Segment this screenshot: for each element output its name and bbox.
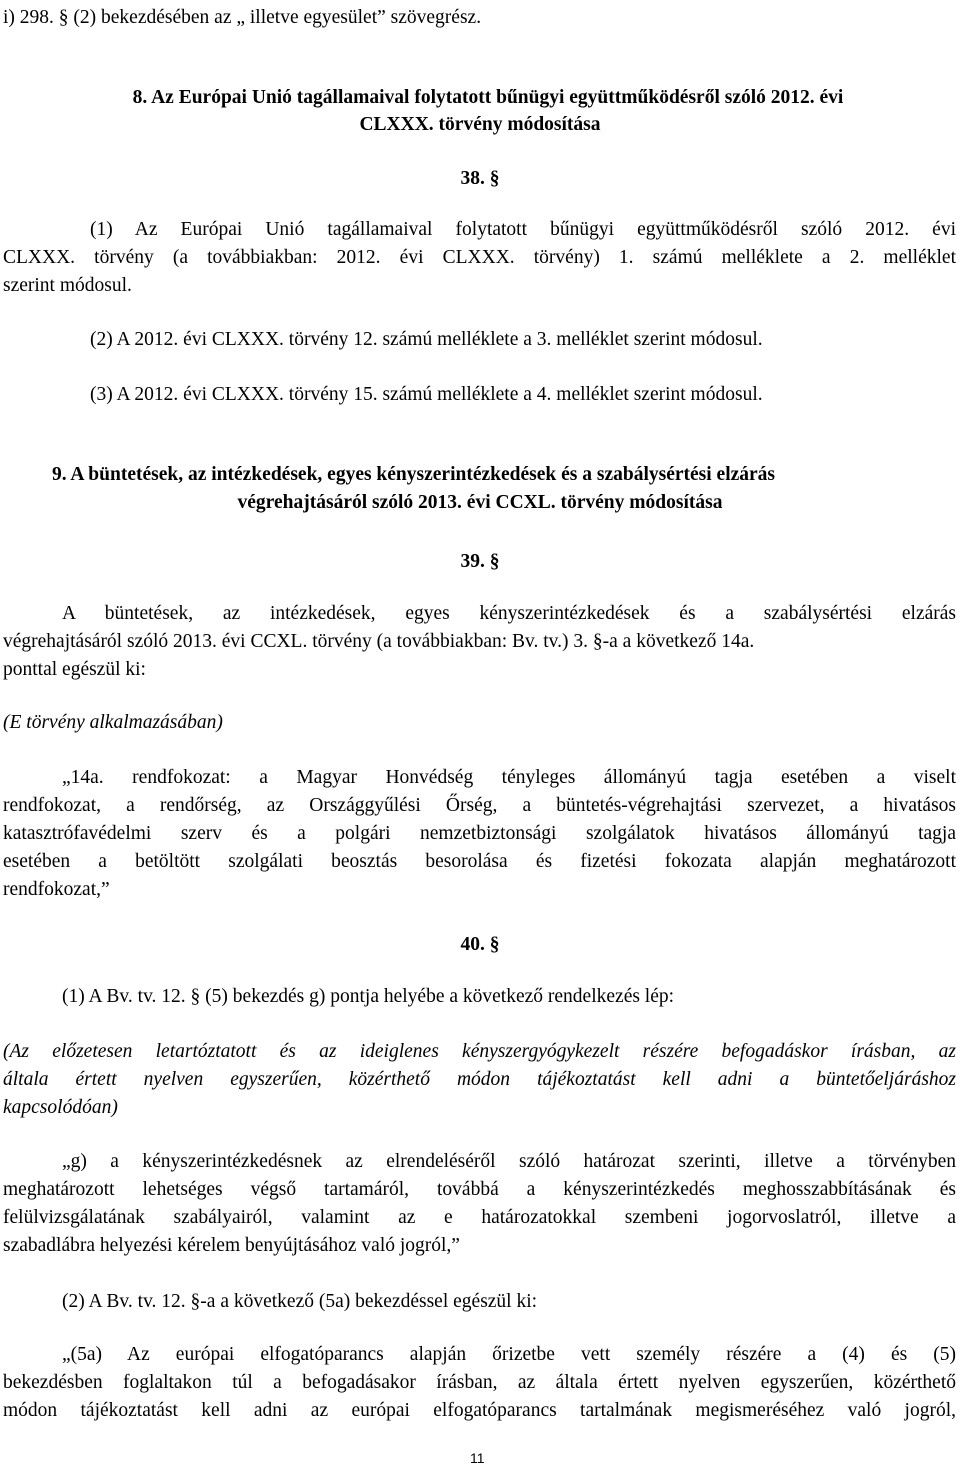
p39-line-1: A büntetések, az intézkedések, egyes kényszerintézkedések és a szabálysértési elzárás (62, 603, 956, 624)
para-5a-line-2: bekezdésben foglaltakon túl a befogadásakor írásban, az általa értett nyelven egyszerűen, közérthető (3, 1372, 956, 1393)
p40-1-line: (1) A Bv. tv. 12. § (5) bekezdés g) pontja helyébe a következő rendelkezés lép: (62, 986, 675, 1007)
paragraph-39-heading: 39. § (460, 551, 500, 572)
def-14a-line-2: rendfokozat, a rendőrség, az Országgyűlési Őrség, a büntetés-végrehajtási szervezet, a hivatásos (3, 795, 956, 816)
p40-2-line: (2) A Bv. tv. 12. §-a a következő (5a) bekezdéssel egészül ki: (62, 1291, 538, 1312)
italic-block-line-1: (Az előzetesen letartóztatott és az ideiglenes kényszergyógykezelt részére befogadáskor írásban, az (3, 1041, 956, 1062)
p39-line-2: végrehajtásáról szóló 2013. évi CCXL. törvény (a továbbiakban: Bv. tv.) 3. §-a a következő 14a. (3, 631, 755, 652)
p38-1-line-1: (1) Az Európai Unió tagállamaival folytatott bűnügyi együttműködésről szóló 2012. évi (90, 219, 956, 240)
def-14a-line-3: katasztrófavédelmi szerv és a polgári nemzetbiztonsági szolgálatok hivatásos állományú tagja (3, 823, 956, 844)
def-14a-line-1: „14a. rendfokozat: a Magyar Honvédség tényleges állományú tagja esetében a viselt (62, 767, 956, 788)
paragraph-38-heading: 38. § (460, 168, 500, 189)
point-g-line-2: meghatározott lehetséges végső tartamáról, továbbá a kényszerintézkedés meghosszabbításának és (3, 1179, 956, 1200)
section-8-title-line-2: CLXXX. törvény módosítása (359, 114, 601, 135)
point-g-line-1: „g) a kényszerintézkedésnek az elrendeléséről szóló határozat szerinti, illetve a törvényben (62, 1151, 956, 1172)
section-9-title-line-2: végrehajtásáról szóló 2013. évi CCXL. törvény módosítása (237, 492, 723, 513)
italic-block-line-2: általa értett nyelven egyszerűen, közérthető módon tájékoztatást kell adni a büntetőeljáráshoz (3, 1069, 956, 1090)
p38-1-line-3: szerint módosul. (3, 275, 132, 296)
p38-2-line: (2) A 2012. évi CLXXX. törvény 12. számú melléklete a 3. melléklet szerint módosul. (90, 329, 763, 350)
def-14a-line-5: rendfokozat,” (3, 879, 110, 900)
p38-3-line: (3) A 2012. évi CLXXX. törvény 15. számú melléklete a 4. melléklet szerint módosul. (90, 384, 763, 405)
p39-line-3: ponttal egészül ki: (3, 659, 146, 680)
section-8-title-line-1: 8. Az Európai Unió tagállamaival folytatott bűnügyi együttműködésről szóló 2012. évi (132, 87, 844, 108)
point-g-line-4: szabadlábra helyezési kérelem benyújtásához való jogról,” (3, 1235, 460, 1256)
italic-context-note: (E törvény alkalmazásában) (3, 712, 223, 733)
paragraph-40-heading: 40. § (460, 934, 500, 955)
page-number: 11 (470, 1450, 485, 1466)
para-5a-line-3: módon tájékoztatást kell adni az európai elfogatóparancs tartalmának megismeréséhez való jogról, (3, 1400, 956, 1421)
para-5a-line-1: „(5a) Az európai elfogatóparancs alapján őrizetbe vett személy részére a (4) és (5) (62, 1344, 956, 1365)
item-i-line: i) 298. § (2) bekezdésében az „ illetve egyesület” szövegrész. (3, 7, 482, 28)
point-g-line-3: felülvizsgálatának szabályairól, valamint az e határozatokkal szembeni jogorvoslatról, illetve a (3, 1207, 956, 1228)
p38-1-line-2: CLXXX. törvény (a továbbiakban: 2012. évi CLXXX. törvény) 1. számú melléklete a 2. melléklet (3, 247, 956, 268)
section-9-title-line-1: 9. A büntetések, az intézkedések, egyes kényszerintézkedések és a szabálysértési elzárás (52, 464, 776, 485)
def-14a-line-4: esetében a betöltött szolgálati beosztás besorolása és fizetési fokozata alapján meghatározott (3, 851, 956, 872)
italic-block-line-3: kapcsolódóan) (3, 1097, 118, 1118)
